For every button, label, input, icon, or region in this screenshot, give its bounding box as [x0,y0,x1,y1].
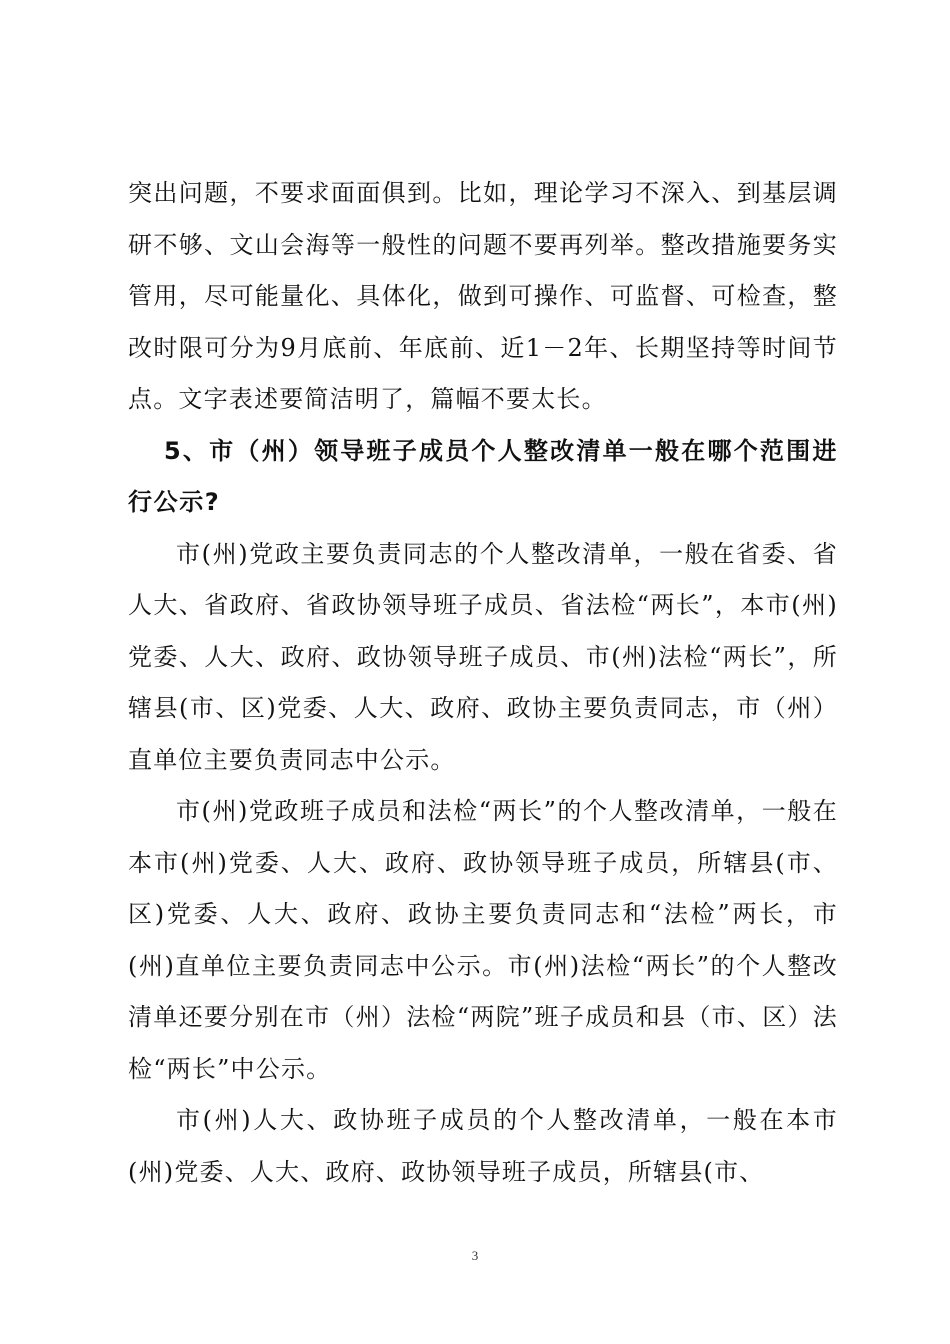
paragraph-main-leaders: 市(州)党政主要负责同志的个人整改清单，一般在省委、省人大、省政府、省政协领导班子成员、省法检“两长”，本市(州)党委、人大、政府、政协领导班子成员、市(州)法检“两长”，所辖县(市、区)党委、人大、政府、政协主要负责同志，市（州）直单位主要负责同志中公示。 [128,539,838,774]
question-heading: 5、市（州）领导班子成员个人整改清单一般在哪个范围进行公示? [128,436,838,516]
paragraph-congress-cppcc: 市(州)人大、政协班子成员的个人整改清单，一般在本市(州)党委、人大、政府、政协领导班子成员，所辖县(市、 [128,1106,838,1186]
page-body [128,168,838,1198]
paragraph-continued: 突出问题，不要求面面俱到。比如，理论学习不深入、到基层调研不够、文山会海等一般性的问题不要再列举。整改措施要务实管用，尽可能量化、具体化，做到可操作、可监督、可检查，整改时限可分为9月底前、年底前、近1－2年、长期坚持等时间节点。文字表述要简洁明了，篇幅不要太长。 [128,179,838,413]
page-number: 3 [471,1248,479,1263]
paragraph-team-members: 市(州)党政班子成员和法检“两长”的个人整改清单，一般在本市(州)党委、人大、政府、政协领导班子成员，所辖县(市、区)党委、人大、政府、政协主要负责同志和“法检”两长，市(州)直单位主要负责同志中公示。市(州)法检“两长”的个人整改清单还要分别在市（州）法检“两院”班子成员和县（市、区）法检“两长”中公示。 [128,797,838,1083]
